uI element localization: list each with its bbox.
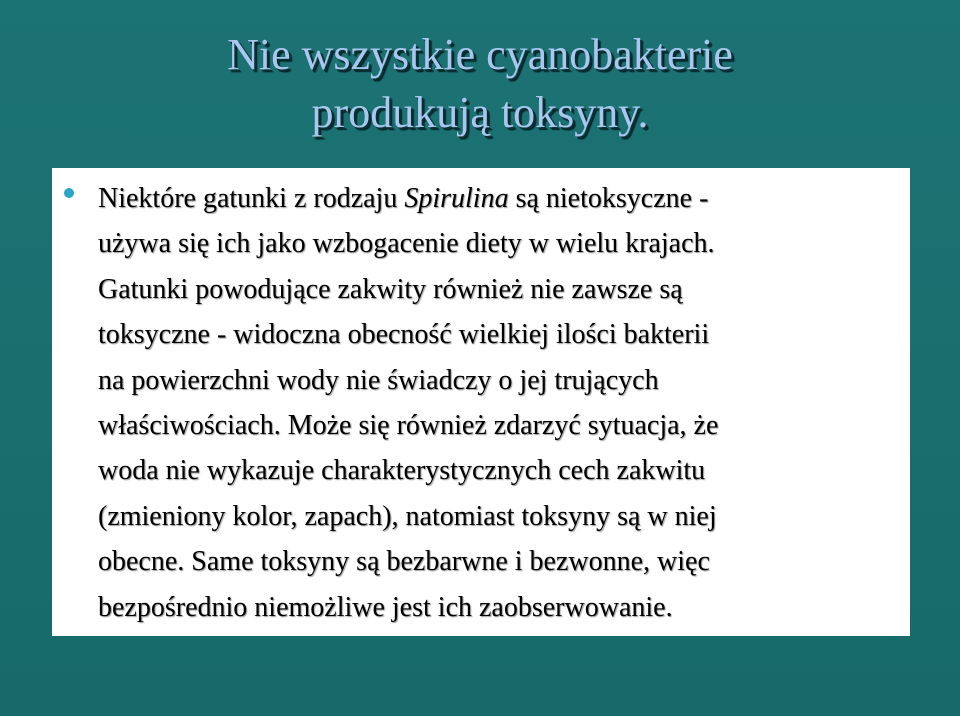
body-paragraph	[98, 176, 898, 630]
content-box	[52, 168, 910, 636]
body-line-1	[98, 176, 898, 221]
body-line-6: właściwościach. Może się również zdarzyć sytuacja, że	[98, 410, 719, 442]
body-line-3: Gatunki powodujące zakwity również nie zawsze są	[98, 273, 683, 305]
bullet-dot-icon	[64, 188, 74, 198]
body-line-7: woda nie wykazuje charakterystycznych cech zakwitu	[98, 455, 706, 487]
genus-name-spirulina: Spirulina	[404, 183, 509, 214]
body-line-1-after: są nietoksyczne -	[508, 183, 709, 214]
body-line-5: na powierzchni wody nie świadczy o jej trujących	[98, 364, 659, 396]
body-line-1-before: Niektóre gatunki z rodzaju	[98, 183, 405, 214]
body-line-8: (zmieniony kolor, zapach), natomiast toksyny są w niej	[98, 500, 717, 532]
slide-title-line-1: Nie wszystkie cyanobakterie	[227, 30, 733, 79]
body-line-9: obecne. Same toksyny są bezbarwne i bezwonne, więc	[98, 546, 710, 578]
body-line-4: toksyczne - widoczna obecność wielkiej ilości bakterii	[98, 319, 710, 351]
slide-title-line-2: produkują toksyny.	[311, 88, 649, 137]
slide-title	[0, 26, 960, 142]
body-line-10: bezpośrednio niemożliwe jest ich zaobserwowanie.	[98, 591, 673, 623]
body-line-2: używa się ich jako wzbogacenie diety w wielu krajach.	[98, 228, 715, 260]
